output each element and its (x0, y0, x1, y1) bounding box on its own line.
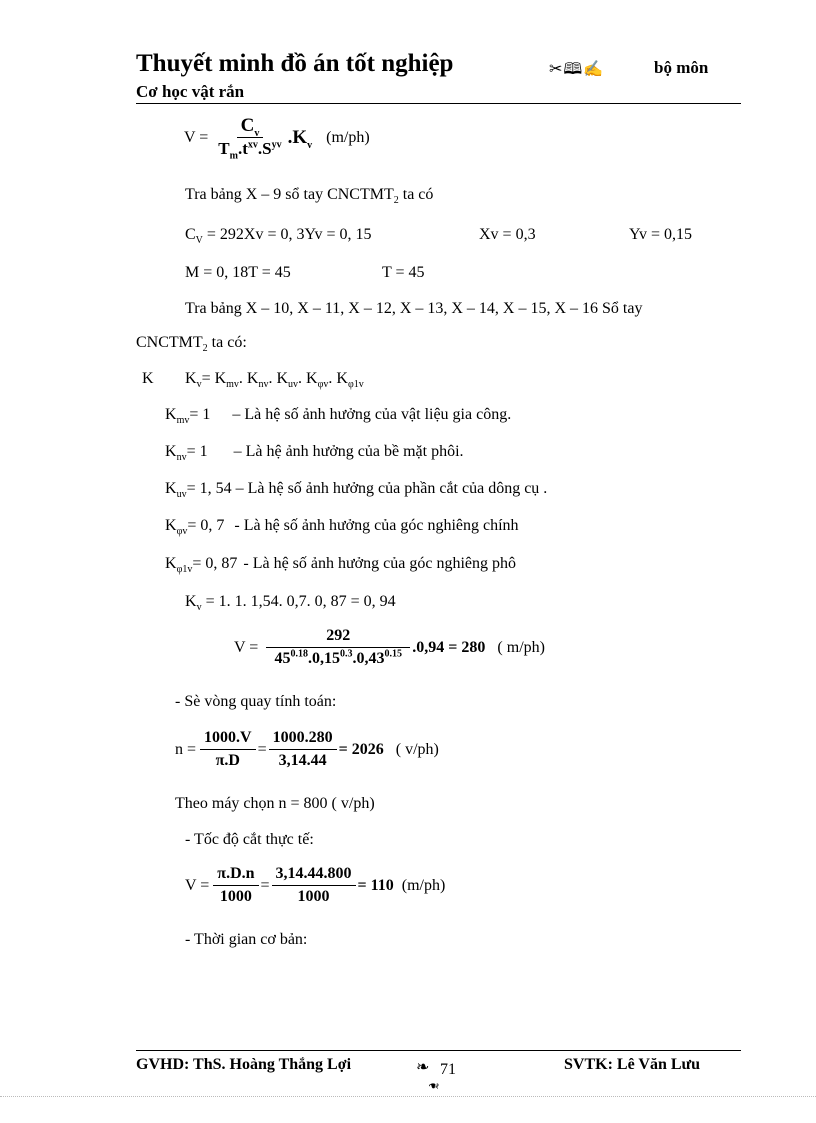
paragraph-table-lookup-2: Tra bảng X – 10, X – 11, X – 12, X – 13, X – 14, X – 15, X – 16 Sổ tay (185, 300, 643, 317)
fraction-numerator: 1000.V (200, 728, 256, 750)
k-label: K (142, 370, 154, 387)
fraction (266, 626, 410, 669)
document-title: Thuyết minh đồ án tốt nghiệp (136, 50, 454, 77)
fraction-numerator: 292 (266, 626, 410, 648)
formula-lhs: V = (184, 128, 209, 146)
factor-kmv: $K_{mv}= 1$ – Là hệ số ảnh hưởng của vật liệu gia công. (165, 406, 512, 427)
fraction (214, 115, 285, 162)
factor-kuv: $K_{uv}= 1$, 54 – Là hệ số ảnh hưởng của phần cắt của dông cụ . (165, 480, 548, 501)
paragraph-table-lookup: Tra bảng X – 9 sổ tay $CNCTMT_2$ ta có (185, 186, 434, 207)
equals-sign: = (260, 876, 270, 894)
formula-rhs: = 110 (357, 876, 394, 894)
formula-lhs: V = (185, 876, 210, 894)
factor-kphiv: $K_{\varphi v}= 0$, 7 - Là hệ số ảnh hưởng của góc nghiêng chính (165, 517, 519, 538)
fraction-denominator: π.D (215, 752, 240, 769)
yv-value: Yv = 0,15 (629, 226, 692, 243)
paragraph-spindle-speed: - Sè vòng quay tính toán: (175, 693, 337, 710)
kv-value: $K_v = 1$. 1. 1,54. 0,7. 0, 87 = 0, 94 (185, 593, 396, 614)
paragraph-machining-time: - Thời gian cơ bản: (185, 931, 308, 948)
header-decoration-icon: ✂🕮✍ (549, 61, 605, 78)
fraction-numerator: π.D.n (213, 864, 258, 886)
formula-velocity-computed (234, 626, 545, 669)
paragraph-machine-choice: Theo máy chọn n = 800 ( v/ph) (175, 795, 375, 812)
fraction-1 (200, 728, 256, 771)
fraction-numerator: 3,14.44.800 (272, 864, 356, 886)
formula-spindle-speed (175, 728, 439, 771)
paragraph-actual-speed: - Tốc độ cắt thực tế: (185, 831, 314, 848)
equals-sign: = (257, 740, 267, 758)
formula-lhs: n = (175, 740, 197, 758)
page-number: 71 (440, 1061, 456, 1078)
formula-rhs: .0,94 = 280 (412, 638, 486, 656)
formula-rhs: = 2026 (338, 740, 384, 758)
ornament-bottom-icon: ❧ (428, 1077, 440, 1092)
formula-unit: ( v/ph) (395, 740, 439, 758)
xv-value: Xv = 0,3 (479, 226, 536, 243)
factor-knv: $K_{nv}= 1$ – Là hệ ảnh hưởng của bề mặt phôi. (165, 443, 464, 464)
factor-kphi1v: $K_{\varphi 1v}= 0$, 87 - Là hệ số ảnh hưởng của góc nghiêng phô (165, 555, 516, 576)
fraction-2 (269, 728, 337, 771)
formula-multiplier: $.K_v$ (287, 126, 313, 151)
header-rule (136, 103, 741, 104)
page-edge-dotted (0, 1096, 816, 1097)
ornament-icon: ❧ (416, 1059, 430, 1076)
fraction-numerator: $C_v$ (237, 116, 264, 138)
department-label: bộ môn (654, 58, 709, 77)
fraction-denominator: 1000 (297, 888, 330, 905)
fraction-1 (213, 864, 258, 907)
formula-unit: ( m/ph) (497, 638, 545, 656)
coefficient-line-cv: $C_V = 292Xv = 0$, 3Yv = 0, 15 (185, 226, 372, 247)
footer-supervisor: GVHD: ThS. Hoàng Thắng Lợi (136, 1056, 352, 1073)
footer-student: SVTK: Lê Văn Lưu (564, 1056, 701, 1073)
fraction-numerator: 1000.280 (269, 728, 337, 750)
formula-lhs: V = (234, 638, 259, 656)
fraction-denominator: $T_m.t^{xv}.S^{yv}$ (218, 139, 282, 162)
footer-rule (136, 1050, 741, 1051)
formula-velocity-general (184, 115, 370, 162)
coefficient-line-m: M = 0, 18T = 45 (185, 264, 291, 281)
fraction-denominator: 1000 (219, 888, 252, 905)
formula-unit: (m/ph) (401, 876, 446, 894)
kv-product: $K_v= K_{mv}$. $K_{nv}$. $K_{uv}$. $K_{\varphi v}$. $K_{\varphi 1v}$ (185, 370, 364, 391)
subject-label: Cơ học vật rắn (136, 82, 245, 101)
formula-actual-velocity (185, 864, 445, 907)
paragraph-table-lookup-2-cont: $CNCTMT_2$ ta có: (136, 334, 247, 355)
formula-unit: (m/ph) (326, 128, 370, 146)
t-value: T = 45 (382, 264, 425, 281)
fraction-2 (272, 864, 356, 907)
fraction-denominator: $45^{0.18}.0,15^{0.3}.0,43^{0.15}$ (274, 648, 403, 667)
fraction-denominator: 3,14.44 (278, 752, 327, 769)
